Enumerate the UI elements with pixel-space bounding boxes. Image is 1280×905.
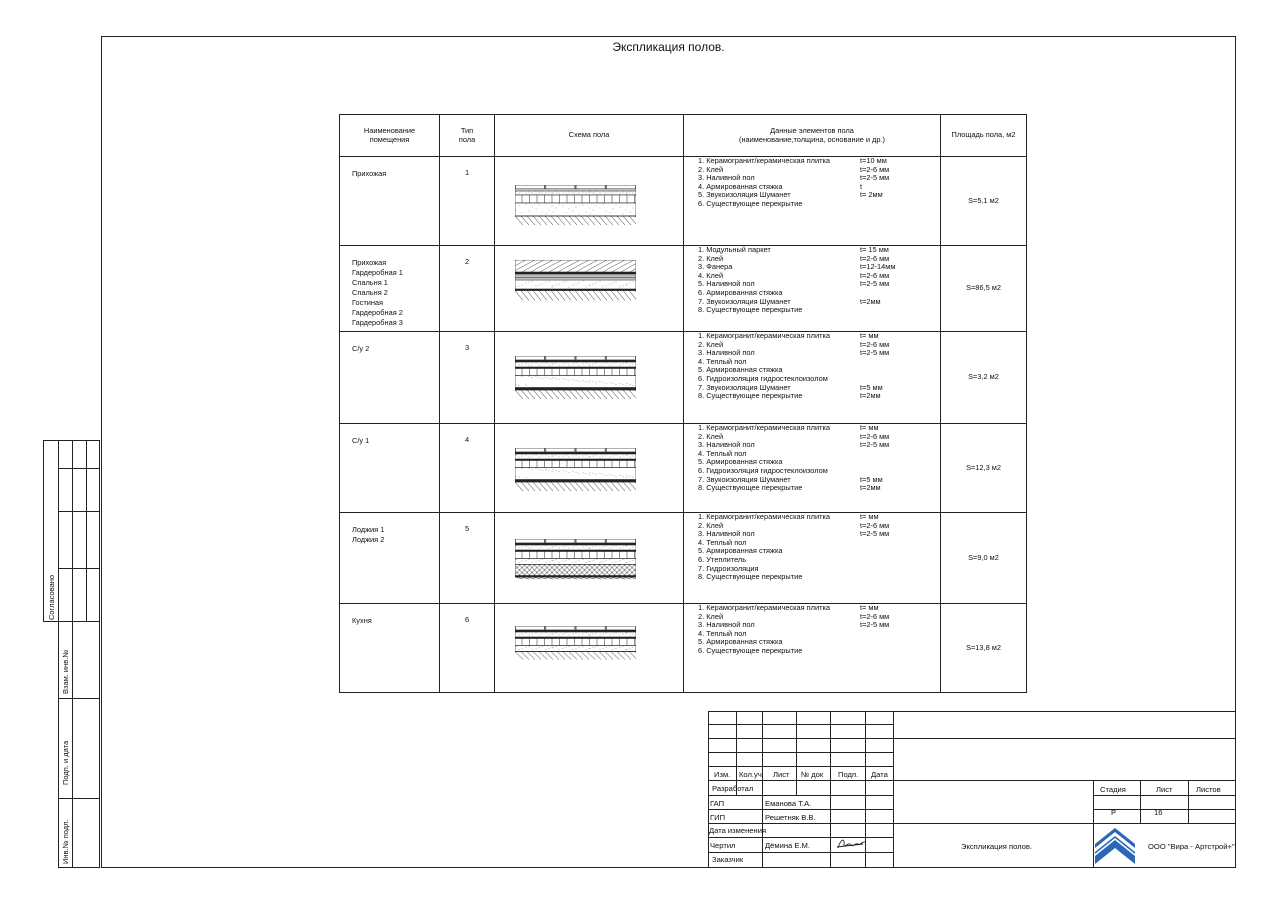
tile-insulated-icon [515,539,636,583]
company-name: ООО "Вира - Артстрой+" [1148,842,1235,851]
floor-area: S=9,0 м2 [941,513,1027,604]
floor-element-name: 3. Наливной пол [698,529,755,539]
floor-element-name: 5. Армированная стяжка [698,637,783,647]
room-name: Спальня 2 [352,288,388,297]
floor-explication-table [339,114,1027,693]
floor-element-thickness: t=2-5 мм [860,529,890,539]
floor-element-thickness: t= 2мм [860,190,883,200]
inv-original-label: Инв.№ подл. [61,819,70,864]
floor-element-name: 5. Армированная стяжка [698,365,783,375]
tile-heated-waterproof-icon [515,448,636,495]
floor-scheme-cell [495,513,684,604]
floor-type: 2 [440,246,495,332]
table-row [340,157,1027,246]
floor-element-thickness: t=2-6 мм [860,520,890,530]
floor-element-name: 2. Клей [698,253,724,263]
header-floor-data [684,115,941,157]
left-approval-stamp [43,440,101,868]
room-name: Прихожая [352,169,387,178]
floor-scheme-cell [495,604,684,693]
floor-area: S=5,1 м2 [941,157,1027,246]
floor-element-thickness: t=2мм [860,483,881,493]
header-floor-type: Тип пола [440,115,495,157]
floor-element-thickness: t= мм [860,331,879,340]
floor-element-name: 1. Керамогранит/керамическая плитка [698,423,831,432]
floor-type: 4 [440,424,495,513]
floor-element-name: 4. Клей [698,270,724,280]
stage-value: Р [1111,808,1117,817]
sheet-label: Лист [1156,785,1173,794]
floor-element [698,200,940,209]
floor-element-name: 7. Звукоизоляция Шуманет [698,474,791,484]
floor-element-name: 8. Существующее перекрытие [698,391,803,401]
floor-element-name: 2. Клей [698,164,724,174]
floor-element-name: 5. Армированная стяжка [698,546,783,556]
floor-element-name: 7. Звукоизоляция Шуманет [698,296,791,306]
floor-element-thickness: t=5 мм [860,474,883,484]
company-logo-icon [1095,826,1135,866]
floor-element [698,513,940,522]
developed-label: Разработал [712,784,754,793]
floor-element-thickness: t [860,181,863,191]
page-title: Экспликация полов. [612,40,725,54]
floor-element-name: 6. Армированная стяжка [698,287,783,297]
floor-element-name: 1. Керамогранит/керамическая плитка [698,156,831,165]
table-row [340,246,1027,332]
floor-element-thickness: t=2-6 мм [860,164,890,174]
floor-element-name: 1. Керамогранит/керамическая плитка [698,512,831,521]
floor-element-name: 5. Армированная стяжка [698,457,783,467]
room-name: Гардеробная 2 [352,308,403,317]
room-name: Лоджия 1 [352,525,385,534]
floor-element [698,263,940,272]
floor-elements [684,246,941,332]
floor-element-thickness: t= 15 мм [860,245,889,254]
room-names [340,246,440,332]
change-date-label: Дата изменения [709,826,767,835]
floor-element-name: 6. Существующее перекрытие [698,198,803,208]
floor-element-thickness: t=2-6 мм [860,611,890,621]
room-name: С/у 1 [352,436,370,445]
col-ndok: № док [801,770,824,779]
floor-element-name: 6. Существующее перекрытие [698,645,803,655]
col-list: Лист [773,770,790,779]
floor-element [698,255,940,264]
gip-name: Решетняк В.В. [765,813,816,822]
floor-scheme-cell [495,246,684,332]
floor-element [698,157,940,166]
floor-element-name: 5. Наливной пол [698,279,755,289]
floor-element-thickness: t=2-5 мм [860,440,890,450]
gip-label: ГИП [710,813,726,822]
floor-elements [684,424,941,513]
floor-element-name: 8. Существующее перекрытие [698,305,803,315]
floor-element-name: 2. Клей [698,520,724,530]
room-names [340,604,440,693]
tile-heated-icon [515,626,636,664]
room-names [340,332,440,424]
floor-element-name: 1. Керамогранит/керамическая плитка [698,603,831,612]
floor-element-thickness: t=2мм [860,296,881,306]
stage-label: Стадия [1100,785,1126,794]
floor-element-thickness: t=2-5 мм [860,173,890,183]
parquet-on-plywood-icon [515,260,636,305]
title-block [708,711,1236,868]
floor-element-thickness: t= мм [860,423,879,432]
room-name: Прихожая [352,258,387,267]
floor-area: S=86,5 м2 [941,246,1027,332]
floor-element-name: 7. Звукоизоляция Шуманет [698,382,791,392]
sign-date-label: Подп. и дата [61,740,70,785]
floor-element [698,604,940,613]
col-kol: Кол.уч [739,770,762,779]
table-row [340,332,1027,424]
tile-heated-waterproof-icon [515,356,636,403]
inv-replace-label: Взам. инв.№ [61,649,70,694]
room-names [340,513,440,604]
floor-element-name: 1. Модульный паркет [698,245,771,254]
header-floor-scheme: Схема пола [495,115,684,157]
floor-element-name: 4. Теплый пол [698,448,747,458]
floor-element-name: 1. Керамогранит/керамическая плитка [698,331,831,340]
floor-element-thickness: t=2мм [860,391,881,401]
gap-name: Еманова Т.А. [765,799,812,808]
floor-element-name: 4. Теплый пол [698,628,747,638]
floor-type: 1 [440,157,495,246]
floor-area: S=12,3 м2 [941,424,1027,513]
room-name: Спальня 1 [352,278,388,287]
floor-element-thickness: t=2-6 мм [860,339,890,349]
table-row [340,513,1027,604]
floor-element [698,332,940,341]
header-floor-data-line1: Данные элементов пола [770,125,854,135]
tile-on-screed-icon [515,185,636,229]
agreed-label: Согласовано [47,574,56,620]
floor-type: 5 [440,513,495,604]
customer-label: Заказчик [712,855,744,864]
drew-label: Чертил [710,841,736,850]
floor-element-name: 3. Наливной пол [698,348,755,358]
floor-element [698,392,940,401]
room-name: Лоджия 2 [352,535,385,544]
floor-element [698,306,940,315]
floor-elements [684,157,941,246]
header-floor-data-line2: (наименование,толщина, основание и др.) [738,134,885,144]
room-name: Кухня [352,616,372,625]
signature-icon [835,836,867,852]
floor-element [698,573,940,582]
floor-element [698,647,940,656]
room-name: С/у 2 [352,344,370,353]
col-data: Дата [871,770,888,779]
header-room-name: Наименование помещения [340,115,440,157]
floor-element-name: 2. Клей [698,611,724,621]
floor-element-name: 4. Теплый пол [698,356,747,366]
floor-element-name: 3. Наливной пол [698,440,755,450]
floor-element-name: 3. Фанера [698,262,733,272]
floor-element-name: 8. Существующее перекрытие [698,483,803,493]
floor-element [698,484,940,493]
floor-element-name: 6. Утеплитель [698,554,747,564]
sheet-value: 16 [1154,808,1163,817]
floor-element-name: 8. Существующее перекрытие [698,572,803,582]
floor-element-name: 7. Гидроизоляция [698,563,759,573]
table-row [340,604,1027,693]
floor-element-name: 2. Клей [698,431,724,441]
floor-type: 3 [440,332,495,424]
floor-element [698,246,940,255]
floor-element-thickness: t=5 мм [860,382,883,392]
floor-element-thickness: t=2-6 мм [860,253,890,263]
floor-element-thickness: t=10 мм [860,156,887,165]
floor-element-thickness: t=2-5 мм [860,348,890,358]
table-row [340,424,1027,513]
room-name: Гостиная [352,298,384,307]
floor-elements [684,513,941,604]
floor-element-name: 5. Звукоизоляция Шуманет [698,190,791,200]
floor-elements [684,604,941,693]
col-izm: Изм. [714,770,731,779]
header-floor-area: Площадь пола, м2 [941,115,1027,157]
sheets-label: Листов [1196,785,1221,794]
gap-label: ГАП [710,799,725,808]
room-name: Гардеробная 1 [352,268,403,277]
floor-element-thickness: t=2-5 мм [860,279,890,289]
floor-element-thickness: t=2-5 мм [860,620,890,630]
floor-area: S=3,2 м2 [941,332,1027,424]
room-names [340,424,440,513]
floor-scheme-cell [495,332,684,424]
floor-element-name: 4. Армированная стяжка [698,181,783,191]
drew-name: Дёмина Е.М. [765,841,810,850]
floor-element-name: 6. Гидроизоляция гидростеклоизолом [698,373,828,383]
room-name: Гардеробная 3 [352,318,403,327]
floor-area: S=13,8 м2 [941,604,1027,693]
floor-element-thickness: t=12-14мм [860,262,896,272]
floor-element-name: 2. Клей [698,339,724,349]
floor-element-thickness: t=2-6 мм [860,270,890,280]
floor-elements [684,332,941,424]
floor-type: 6 [440,604,495,693]
floor-element-name: 6. Гидроизоляция гидростеклоизолом [698,465,828,475]
floor-element-thickness: t= мм [860,512,879,521]
sheet-title: Экспликация полов. [961,842,1033,851]
room-names [340,157,440,246]
floor-element-thickness: t= мм [860,603,879,612]
floor-element-name: 3. Наливной пол [698,620,755,630]
floor-element-thickness: t=2-6 мм [860,431,890,441]
floor-scheme-cell [495,157,684,246]
floor-element-name: 4. Теплый пол [698,537,747,547]
floor-scheme-cell [495,424,684,513]
floor-element-name: 3. Наливной пол [698,173,755,183]
table-header-row [340,115,1027,157]
col-podp: Подп. [838,770,859,779]
floor-element [698,424,940,433]
